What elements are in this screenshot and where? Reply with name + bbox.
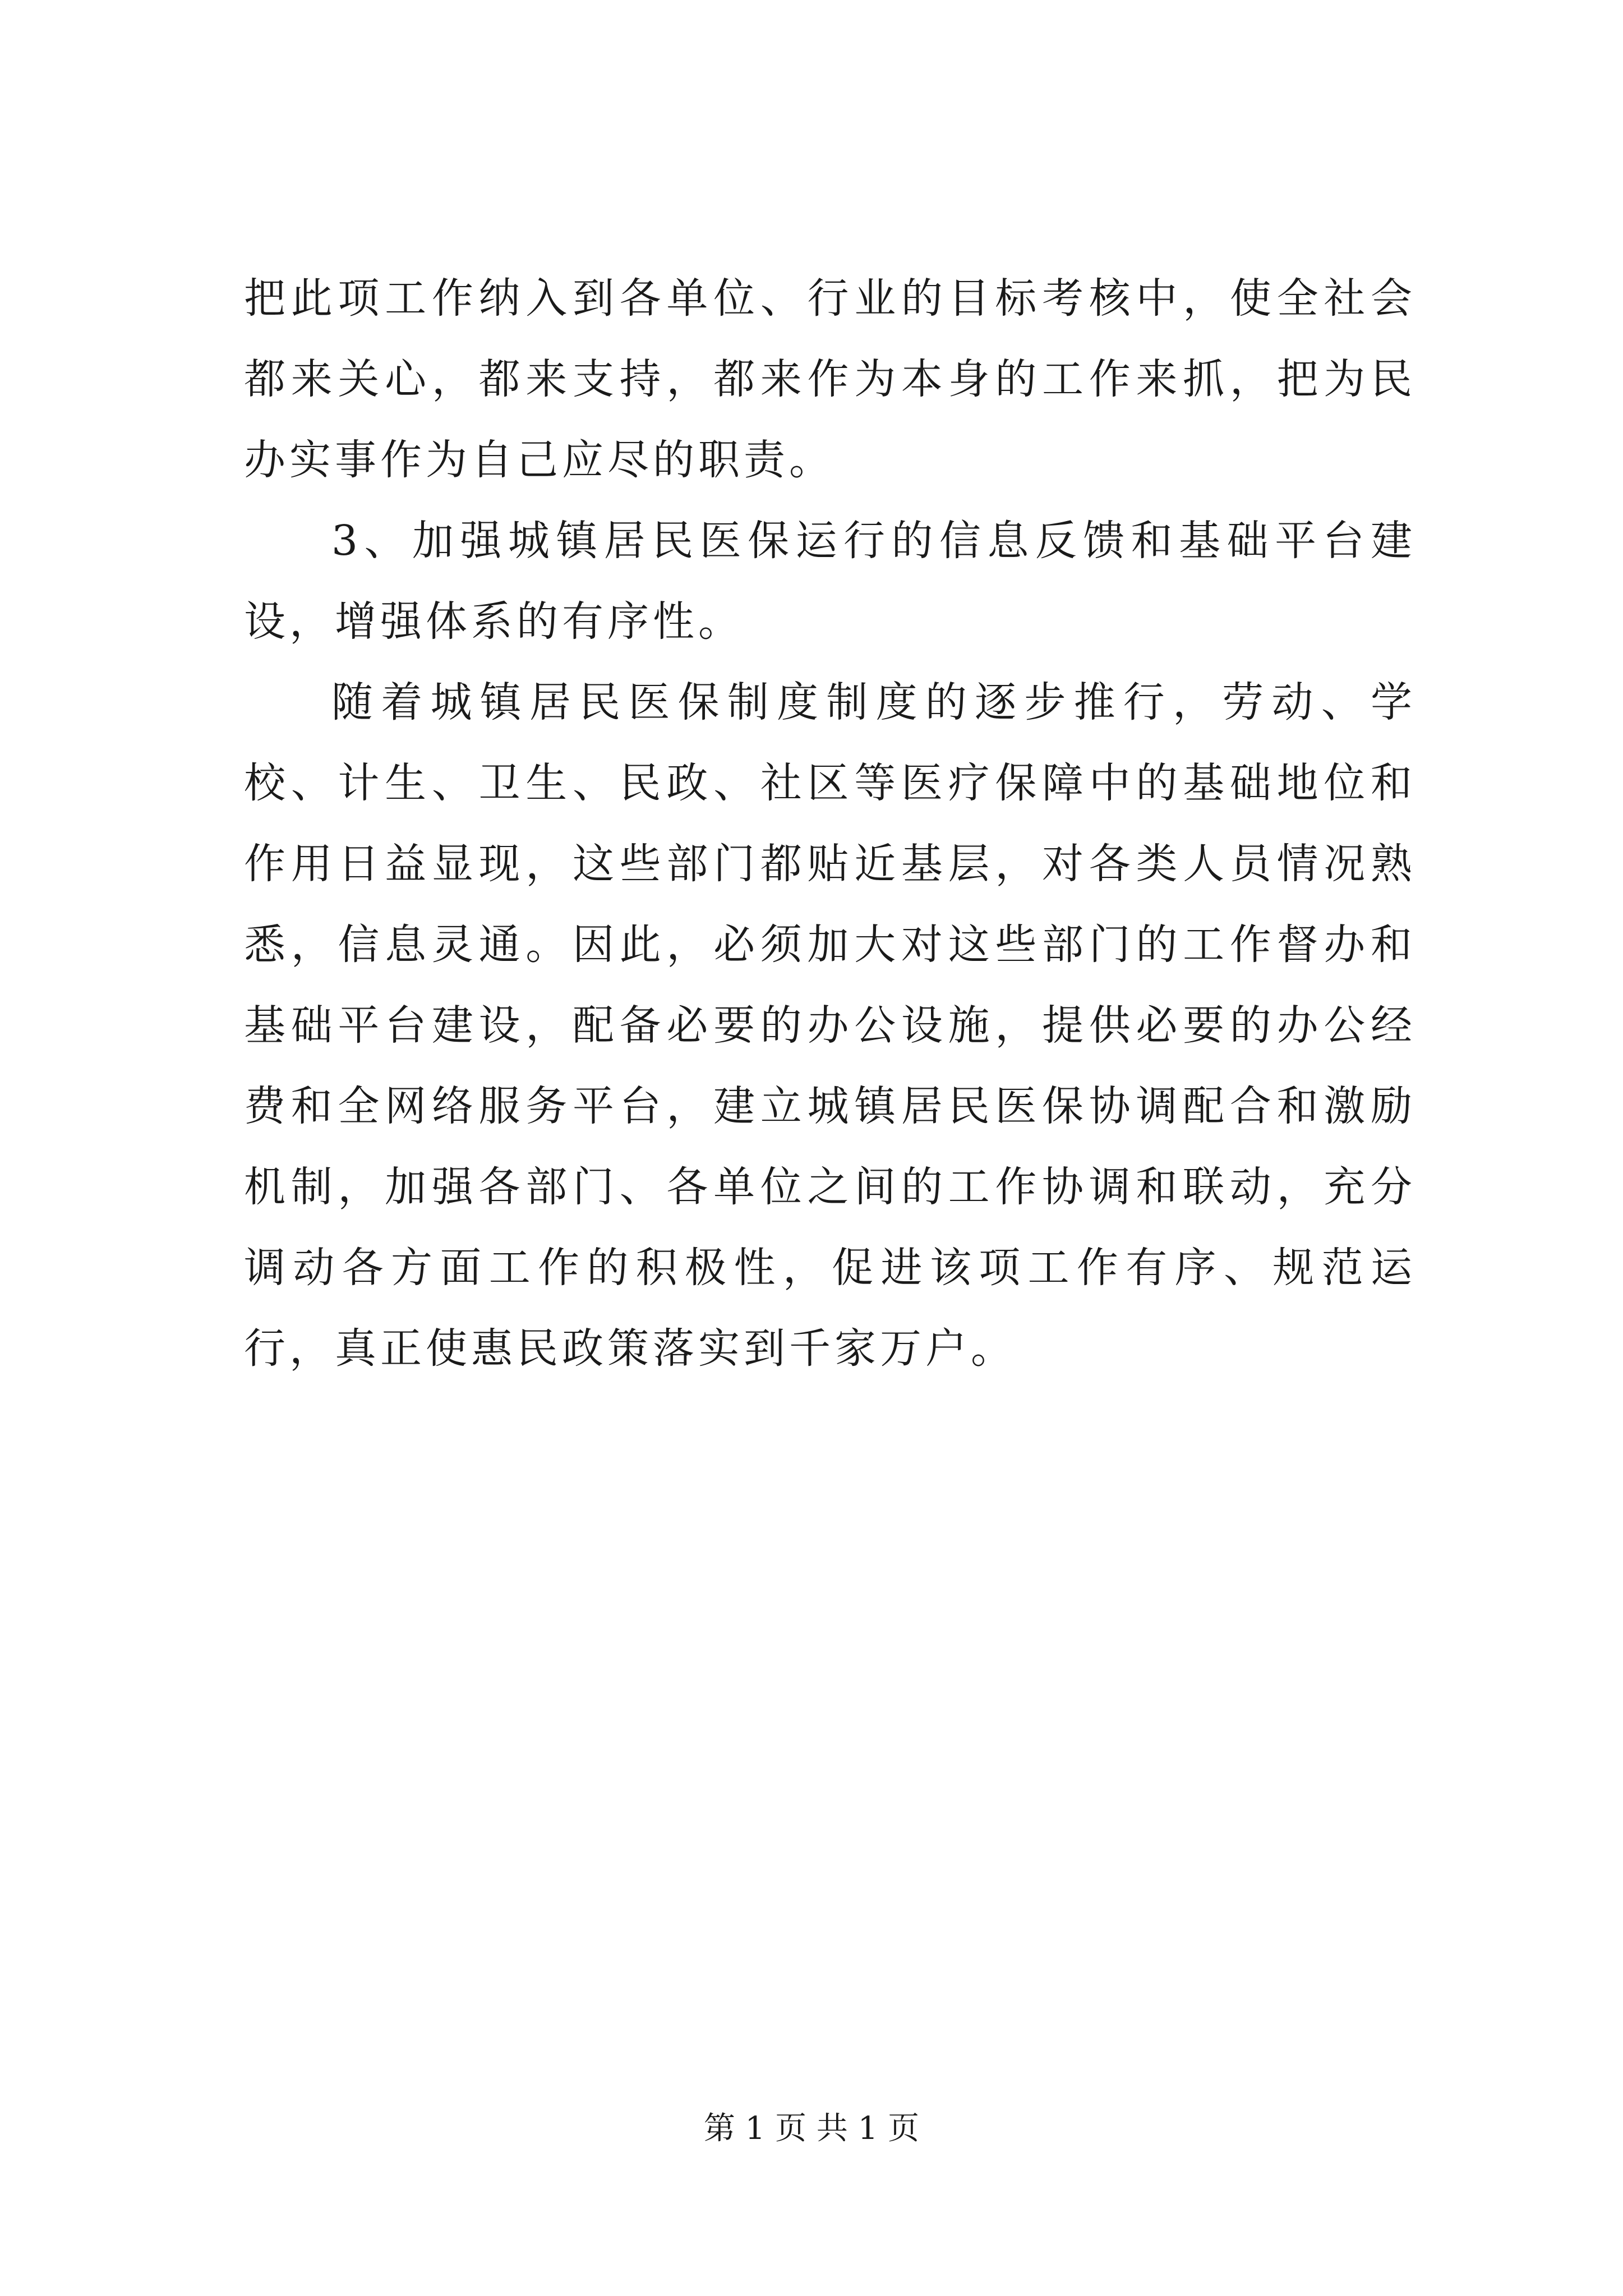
paragraph-section-3-heading: 3、加强城镇居民医保运行的信息反馈和基础平台建设，增强体系的有序性。 <box>244 517 1416 646</box>
paragraph-continuation: 把此项工作纳入到各单位、行业的目标考核中，使全社会都来关心，都来支持，都来作为本身的工作来抓，把为民办实事作为自己应尽的职责。 <box>244 274 1416 484</box>
document-body <box>244 258 1416 1389</box>
paragraph-section-3-body: 随着城镇居民医保制度制度的逐步推行，劳动、学校、计生、卫生、民政、社区等医疗保障中的基础地位和作用日益显现，这些部门都贴近基层，对各类人员情况熟悉，信息灵通。因此，必须加大对这些部门的工作督办和基础平台建设，配备必要的办公设施，提供必要的办公经费和全网络服务平台，建立城镇居民医保协调配合和激励机制，加强各部门、各单位之间的工作协调和联动，充分调动各方面工作的积极性，促进该项工作有序、规范运行，真正使惠民政策落实到千家万户。 <box>244 678 1416 1373</box>
page-number-footer: 第 1 页 共 1 页 <box>703 2110 920 2147</box>
